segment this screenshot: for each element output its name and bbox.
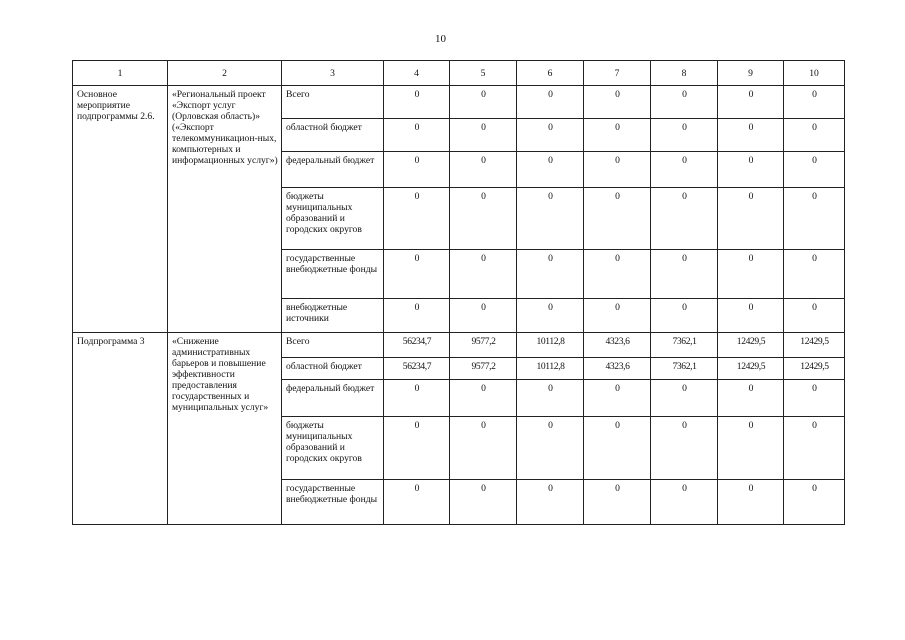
funding-source: федеральный бюджет — [282, 380, 384, 417]
value-cell-col-8: 0 — [651, 152, 718, 188]
column-header-6: 6 — [517, 61, 584, 86]
value-cell-col-4: 0 — [384, 188, 450, 250]
program-title: «Региональный проект «Экспорт услуг (Орловская область)» («Экспорт телекоммуникацион-ных, компьютерных и информационных услуг») — [168, 86, 282, 333]
column-header-9: 9 — [718, 61, 784, 86]
value-cell-col-9: 0 — [718, 188, 784, 250]
program-title: «Снижение административных барьеров и повышение эффективности предоставления государственных и муниципальных услуг» — [168, 333, 282, 525]
value-cell-col-6: 0 — [517, 417, 584, 480]
value-cell-col-6: 0 — [517, 86, 584, 119]
value-cell-col-4: 0 — [384, 480, 450, 525]
column-header-8: 8 — [651, 61, 718, 86]
value-cell-col-7: 0 — [584, 299, 651, 333]
value-cell-col-9: 0 — [718, 480, 784, 525]
value-cell-col-5: 0 — [450, 119, 517, 152]
header-row — [73, 61, 845, 86]
funding-source: федеральный бюджет — [282, 152, 384, 188]
value-cell-col-4: 0 — [384, 152, 450, 188]
funding-source: бюджеты муниципальных образований и городских округов — [282, 188, 384, 250]
funding-source: областной бюджет — [282, 119, 384, 152]
value-cell-col-9: 12429,5 — [718, 358, 784, 380]
table-body — [73, 86, 845, 525]
value-cell-col-10: 12429,5 — [784, 358, 845, 380]
column-header-1: 1 — [73, 61, 168, 86]
value-cell-col-10: 0 — [784, 480, 845, 525]
value-cell-col-8: 0 — [651, 119, 718, 152]
value-cell-col-6: 0 — [517, 380, 584, 417]
value-cell-col-5: 9577,2 — [450, 333, 517, 358]
value-cell-col-7: 0 — [584, 480, 651, 525]
value-cell-col-8: 7362,1 — [651, 358, 718, 380]
value-cell-col-8: 0 — [651, 86, 718, 119]
value-cell-col-7: 0 — [584, 250, 651, 299]
value-cell-col-5: 0 — [450, 480, 517, 525]
value-cell-col-4: 56234,7 — [384, 333, 450, 358]
column-header-5: 5 — [450, 61, 517, 86]
value-cell-col-6: 0 — [517, 250, 584, 299]
value-cell-col-5: 0 — [450, 250, 517, 299]
value-cell-col-9: 0 — [718, 250, 784, 299]
column-header-10: 10 — [784, 61, 845, 86]
value-cell-col-9: 0 — [718, 299, 784, 333]
page-number: 10 — [435, 33, 446, 45]
value-cell-col-8: 0 — [651, 480, 718, 525]
value-cell-col-5: 0 — [450, 188, 517, 250]
value-cell-col-8: 0 — [651, 380, 718, 417]
value-cell-col-9: 0 — [718, 152, 784, 188]
value-cell-col-8: 0 — [651, 188, 718, 250]
value-cell-col-4: 0 — [384, 380, 450, 417]
program-name: Основное мероприятие подпрограммы 2.6. — [73, 86, 168, 333]
value-cell-col-4: 56234,7 — [384, 358, 450, 380]
value-cell-col-10: 0 — [784, 188, 845, 250]
value-cell-col-10: 12429,5 — [784, 333, 845, 358]
value-cell-col-7: 0 — [584, 152, 651, 188]
value-cell-col-4: 0 — [384, 119, 450, 152]
value-cell-col-8: 0 — [651, 250, 718, 299]
funding-source: внебюджетные источники — [282, 299, 384, 333]
value-cell-col-7: 0 — [584, 119, 651, 152]
budget-table — [72, 60, 845, 525]
value-cell-col-8: 0 — [651, 299, 718, 333]
value-cell-col-9: 0 — [718, 119, 784, 152]
value-cell-col-5: 9577,2 — [450, 358, 517, 380]
value-cell-col-4: 0 — [384, 250, 450, 299]
value-cell-col-6: 0 — [517, 299, 584, 333]
value-cell-col-6: 0 — [517, 152, 584, 188]
value-cell-col-4: 0 — [384, 299, 450, 333]
funding-source: областной бюджет — [282, 358, 384, 380]
column-header-3: 3 — [282, 61, 384, 86]
funding-source: государственные внебюджетные фонды — [282, 480, 384, 525]
value-cell-col-6: 10112,8 — [517, 333, 584, 358]
value-cell-col-9: 12429,5 — [718, 333, 784, 358]
value-cell-col-7: 0 — [584, 380, 651, 417]
value-cell-col-5: 0 — [450, 86, 517, 119]
value-cell-col-6: 0 — [517, 480, 584, 525]
table-row — [73, 333, 845, 358]
value-cell-col-10: 0 — [784, 299, 845, 333]
value-cell-col-8: 0 — [651, 417, 718, 480]
value-cell-col-10: 0 — [784, 86, 845, 119]
value-cell-col-7: 0 — [584, 188, 651, 250]
funding-source: Всего — [282, 86, 384, 119]
value-cell-col-6: 10112,8 — [517, 358, 584, 380]
column-header-7: 7 — [584, 61, 651, 86]
value-cell-col-9: 0 — [718, 417, 784, 480]
value-cell-col-7: 4323,6 — [584, 333, 651, 358]
value-cell-col-10: 0 — [784, 417, 845, 480]
value-cell-col-8: 7362,1 — [651, 333, 718, 358]
value-cell-col-5: 0 — [450, 380, 517, 417]
funding-source: Всего — [282, 333, 384, 358]
value-cell-col-4: 0 — [384, 417, 450, 480]
value-cell-col-7: 0 — [584, 417, 651, 480]
value-cell-col-4: 0 — [384, 86, 450, 119]
value-cell-col-7: 0 — [584, 86, 651, 119]
funding-source: бюджеты муниципальных образований и городских округов — [282, 417, 384, 480]
value-cell-col-9: 0 — [718, 380, 784, 417]
value-cell-col-5: 0 — [450, 417, 517, 480]
value-cell-col-10: 0 — [784, 250, 845, 299]
value-cell-col-6: 0 — [517, 188, 584, 250]
column-header-2: 2 — [168, 61, 282, 86]
value-cell-col-5: 0 — [450, 299, 517, 333]
table-row — [73, 86, 845, 119]
value-cell-col-7: 4323,6 — [584, 358, 651, 380]
value-cell-col-10: 0 — [784, 119, 845, 152]
value-cell-col-9: 0 — [718, 86, 784, 119]
program-name: Подпрограмма 3 — [73, 333, 168, 525]
value-cell-col-10: 0 — [784, 152, 845, 188]
value-cell-col-6: 0 — [517, 119, 584, 152]
funding-source: государственные внебюджетные фонды — [282, 250, 384, 299]
value-cell-col-10: 0 — [784, 380, 845, 417]
column-header-4: 4 — [384, 61, 450, 86]
value-cell-col-5: 0 — [450, 152, 517, 188]
